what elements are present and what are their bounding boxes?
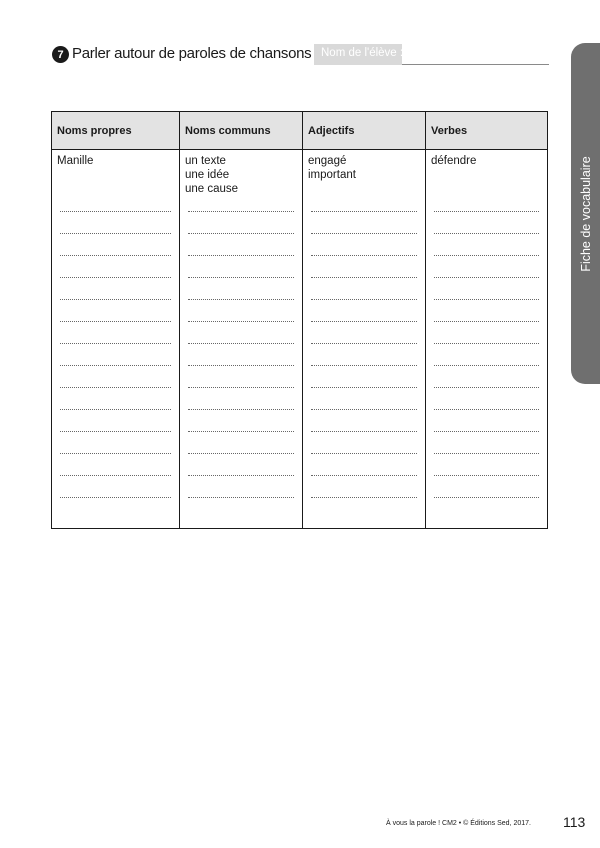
blank-answer-line[interactable] bbox=[431, 224, 547, 246]
page-number: 113 bbox=[563, 814, 586, 830]
blank-answer-line[interactable] bbox=[308, 268, 425, 290]
blank-answer-line[interactable] bbox=[308, 224, 425, 246]
column-body bbox=[303, 150, 425, 510]
blank-answer-line[interactable] bbox=[57, 466, 179, 488]
column-body bbox=[52, 150, 179, 510]
blank-answer-line[interactable] bbox=[308, 290, 425, 312]
column-header: Noms propres bbox=[52, 112, 179, 150]
page-title: Parler autour de paroles de chansons bbox=[72, 45, 312, 62]
student-name-label: Nom de l'élève : bbox=[314, 44, 402, 65]
blank-answer-line[interactable] bbox=[308, 488, 425, 510]
blank-answer-line[interactable] bbox=[185, 444, 302, 466]
column-header: Verbes bbox=[426, 112, 547, 150]
blank-answer-line[interactable] bbox=[308, 466, 425, 488]
blank-answer-line[interactable] bbox=[57, 378, 179, 400]
column-noms-communs bbox=[179, 112, 302, 528]
blank-answer-line[interactable] bbox=[57, 290, 179, 312]
blank-answer-line[interactable] bbox=[185, 312, 302, 334]
blank-answer-line[interactable] bbox=[57, 224, 179, 246]
blank-answer-line[interactable] bbox=[308, 422, 425, 444]
column-verbes bbox=[425, 112, 547, 528]
blank-answer-line[interactable] bbox=[185, 356, 302, 378]
blank-answer-line[interactable] bbox=[57, 268, 179, 290]
column-header: Adjectifs bbox=[303, 112, 425, 150]
exercise-number-badge: 7 bbox=[52, 46, 69, 63]
worksheet-header bbox=[52, 44, 552, 68]
blank-answer-line[interactable] bbox=[185, 466, 302, 488]
blank-answer-line[interactable] bbox=[431, 202, 547, 224]
blank-answer-line[interactable] bbox=[185, 224, 302, 246]
blank-answer-line[interactable] bbox=[57, 488, 179, 510]
blank-answer-line[interactable] bbox=[57, 334, 179, 356]
blank-answer-line[interactable] bbox=[185, 400, 302, 422]
blank-answer-line[interactable] bbox=[431, 444, 547, 466]
blank-answer-line[interactable] bbox=[57, 400, 179, 422]
blank-answer-line[interactable] bbox=[431, 290, 547, 312]
table-entry: Manille bbox=[57, 155, 94, 167]
blank-answer-line[interactable] bbox=[185, 422, 302, 444]
blank-answer-line[interactable] bbox=[185, 202, 302, 224]
blank-answer-line[interactable] bbox=[308, 334, 425, 356]
blank-answer-line[interactable] bbox=[308, 202, 425, 224]
blank-answer-line[interactable] bbox=[185, 268, 302, 290]
table-entry: important bbox=[308, 169, 356, 181]
blank-answer-line[interactable] bbox=[431, 246, 547, 268]
blank-answer-line[interactable] bbox=[431, 378, 547, 400]
blank-answer-line[interactable] bbox=[57, 356, 179, 378]
blank-answer-line[interactable] bbox=[57, 312, 179, 334]
table-entry: engagé bbox=[308, 155, 347, 167]
blank-answer-line[interactable] bbox=[431, 422, 547, 444]
blank-answer-line[interactable] bbox=[431, 400, 547, 422]
side-tab-label: Fiche de vocabulaire bbox=[578, 155, 593, 272]
vocabulary-table bbox=[51, 111, 548, 529]
column-body bbox=[426, 150, 547, 510]
blank-answer-line[interactable] bbox=[431, 356, 547, 378]
blank-answer-line[interactable] bbox=[308, 400, 425, 422]
column-noms-propres bbox=[52, 112, 179, 528]
column-body bbox=[180, 150, 302, 510]
side-tab bbox=[571, 43, 600, 384]
blank-answer-line[interactable] bbox=[308, 444, 425, 466]
blank-answer-line[interactable] bbox=[431, 334, 547, 356]
blank-answer-line[interactable] bbox=[57, 444, 179, 466]
blank-answer-line[interactable] bbox=[185, 290, 302, 312]
footer-copyright: À vous la parole ! CM2 • © Éditions Sed, 2017. bbox=[386, 820, 531, 827]
blank-answer-line[interactable] bbox=[185, 488, 302, 510]
table-entry: une cause bbox=[185, 183, 239, 195]
blank-answer-line[interactable] bbox=[185, 246, 302, 268]
blank-answer-line[interactable] bbox=[431, 312, 547, 334]
blank-answer-line[interactable] bbox=[431, 466, 547, 488]
blank-answer-line[interactable] bbox=[57, 202, 179, 224]
blank-answer-line[interactable] bbox=[431, 268, 547, 290]
column-header: Noms communs bbox=[180, 112, 302, 150]
student-name-field[interactable] bbox=[402, 64, 549, 65]
blank-answer-line[interactable] bbox=[308, 312, 425, 334]
blank-answer-line[interactable] bbox=[57, 422, 179, 444]
table-entry: défendre bbox=[431, 155, 477, 167]
table-entry: une idée bbox=[185, 169, 230, 181]
blank-answer-line[interactable] bbox=[185, 334, 302, 356]
blank-answer-line[interactable] bbox=[57, 246, 179, 268]
blank-answer-line[interactable] bbox=[308, 378, 425, 400]
blank-answer-line[interactable] bbox=[431, 488, 547, 510]
blank-answer-line[interactable] bbox=[185, 378, 302, 400]
column-adjectifs bbox=[302, 112, 425, 528]
blank-answer-line[interactable] bbox=[308, 246, 425, 268]
table-entry: un texte bbox=[185, 155, 226, 167]
blank-answer-line[interactable] bbox=[308, 356, 425, 378]
